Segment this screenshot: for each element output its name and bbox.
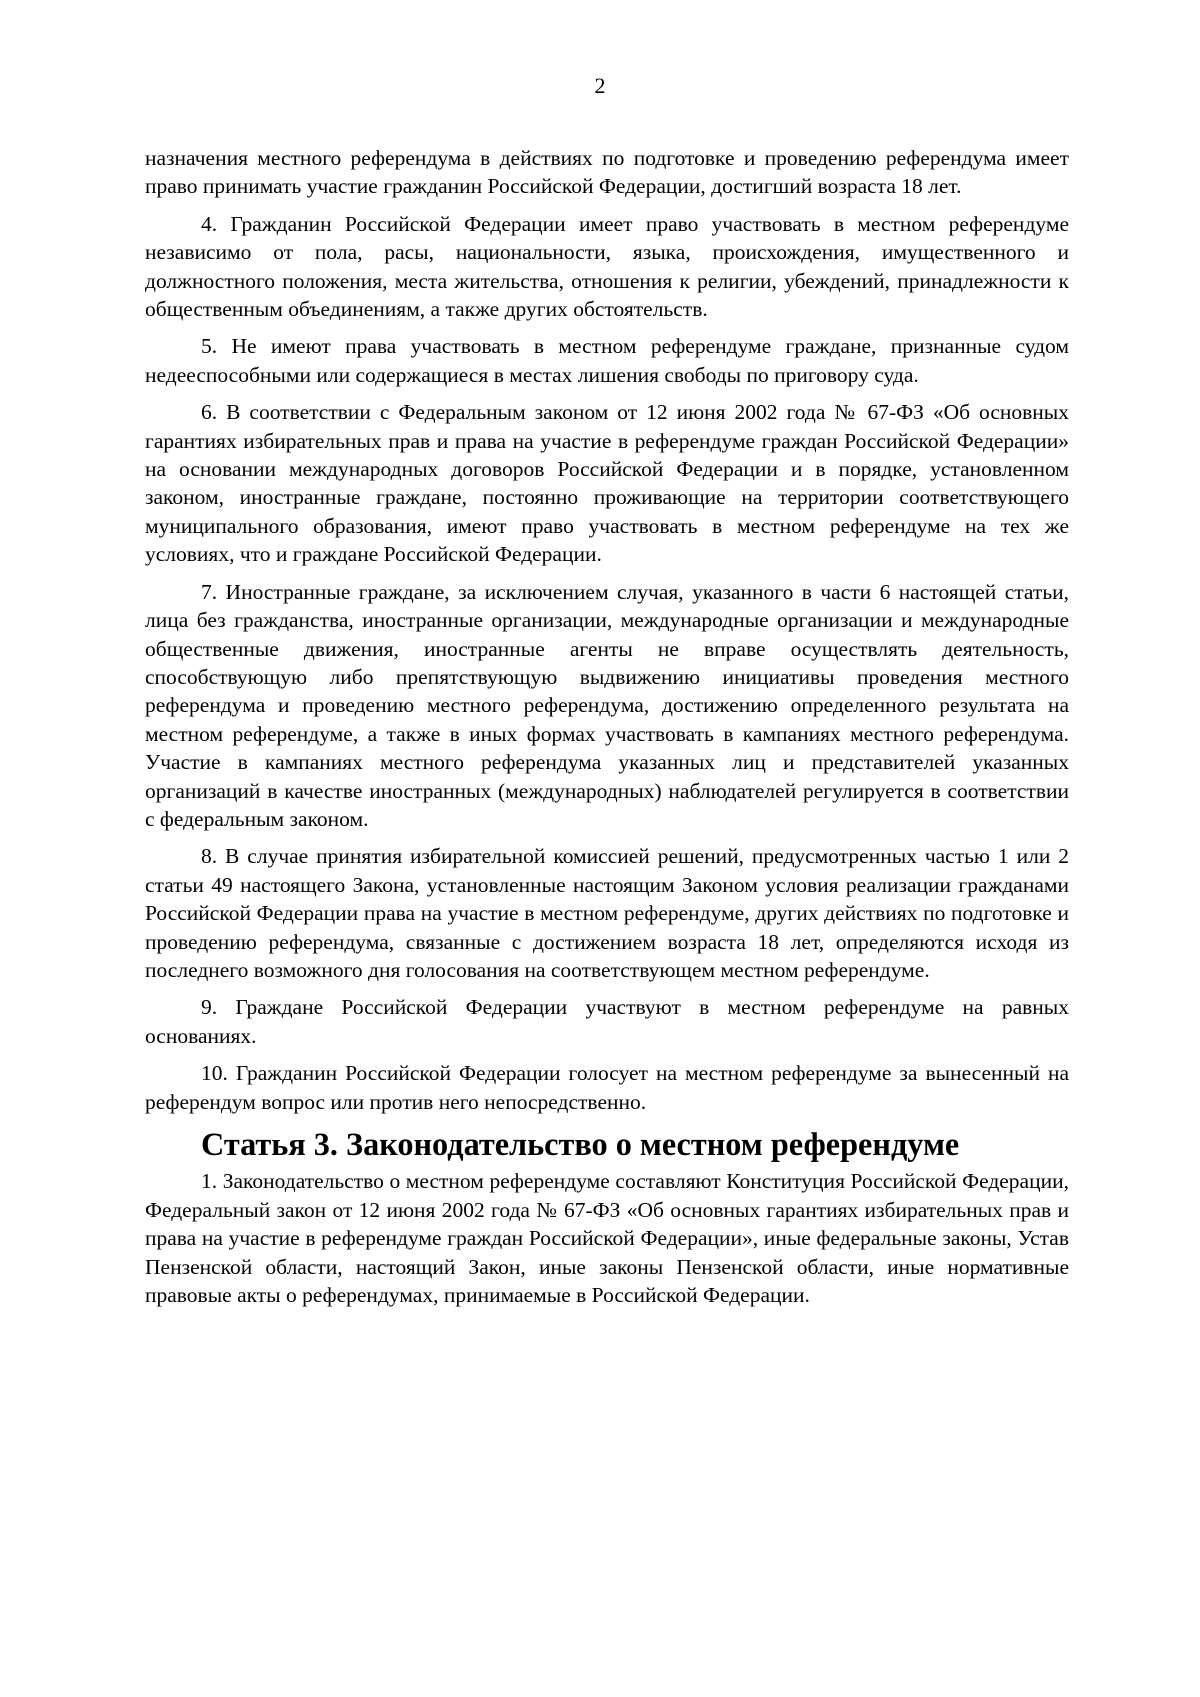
article-3-paragraph-1: 1. Законодательство о местном референдуме составляют Конституция Российской Федерации, Федеральный закон от 12 июня 2002 года № 67-ФЗ «Об основных гарантиях избирательных прав и права на участие в референдуме граждан Российской Федерации», иные федеральные законы, Устав Пензенской области, настоящий Закон, иные законы Пензенской области, иные нормативные правовые акты о референдумах, принимаемые в Российской Федерации.	[145, 1169, 1069, 1308]
paragraph-4: 4. Гражданин Российской Федерации имеет право участвовать в местном референдуме независимо от пола, расы, национальности, языка, происхождения, имущественного и должностного положения, места жительства, отношения к религии, убеждений, принадлежности к общественным объединениям, а также других обстоятельств.	[145, 211, 1069, 322]
document-body	[145, 144, 1069, 1318]
paragraph-continuation: назначения местного референдума в действиях по подготовке и проведению референдума имеет право принимать участие гражданин Российской Федерации, достигший возраста 18 лет.	[145, 146, 1069, 199]
paragraph-5: 5. Не имеют права участвовать в местном референдуме граждане, признанные судом недееспособными или содержащиеся в местах лишения свободы по приговору суда.	[145, 334, 1069, 387]
paragraph-9: 9. Граждане Российской Федерации участвуют в местном референдуме на равных основаниях.	[145, 995, 1069, 1048]
paragraph-7: 7. Иностранные граждане, за исключением случая, указанного в части 6 настоящей статьи, лица без гражданства, иностранные организации, международные организации и международные общественные движения, иностранные агенты не вправе осуществлять деятельность, способствующую либо препятствующую выдвижению инициативы проведения местного референдума и проведению местного референдума, достижению определенного результата на местном референдуме, а также в иных формах участвовать в кампаниях местного референдума. Участие в кампаниях местного референдума указанных лиц и представителей указанных организаций в качестве иностранных (международных) наблюдателей регулируется в соответствии с федеральным законом.	[145, 579, 1069, 831]
paragraph-10: 10. Гражданин Российской Федерации голосует на местном референдуме за вынесенный на референдум вопрос или против него непосредственно.	[145, 1061, 1069, 1114]
paragraph-6: 6. В соответствии с Федеральным законом от 12 июня 2002 года № 67-ФЗ «Об основных гарантиях избирательных прав и права на участие в референдуме граждан Российской Федерации» на основании международных договоров Российской Федерации и в порядке, установленном законом, иностранные граждане, постоянно проживающие на территории соответствующего муниципального образования, имеют право участвовать в местном референдуме на тех же условиях, что и граждане Российской Федерации.	[145, 400, 1069, 567]
paragraph-8: 8. В случае принятия избирательной комиссией решений, предусмотренных частью 1 или 2 статьи 49 настоящего Закона, установленные настоящим Законом условия реализации гражданами Российской Федерации права на участие в местном референдуме, других действиях по подготовке и проведению референдума, связанные с достижением возраста 18 лет, определяются исходя из последнего возможного дня голосования на соответствующем местном референдуме.	[145, 844, 1069, 982]
page-number: 2	[594, 73, 606, 98]
article-heading: Статья 3. Законодательство о местном референдуме	[201, 1126, 960, 1162]
